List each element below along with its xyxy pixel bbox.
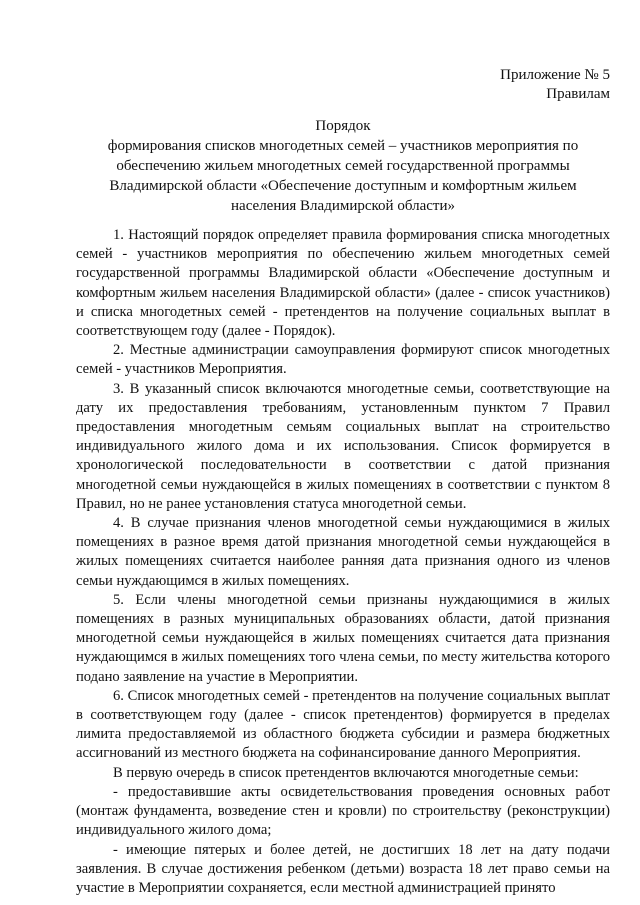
title-heading: Порядок xyxy=(315,118,371,134)
title-line: формирования списков многодетных семей – участников мероприятия по xyxy=(107,138,579,154)
title-line: обеспечению жильем многодетных семей государственной программы xyxy=(116,158,570,174)
paragraph-1: 1. Настоящий порядок определяет правила формирования списка многодетных семей - участников мероприятия по обеспечению жильем многодетных семей государственной программы Владимирской области «Обеспечение доступным и комфортным жильем населения Владимирской области» (далее - список участников) и списка многодетных семей - претендентов на получение социальных выплат в соответствующем году (далее - Порядок). xyxy=(76,227,610,340)
appendix-reference: Правилам xyxy=(546,86,610,102)
appendix-number: Приложение № 5 xyxy=(500,67,610,83)
paragraph-4: 4. В случае признания членов многодетной семьи нуждающимися в жилых помещениях в разное время датой признания многодетной семьи нуждающейся в жилых помещениях считается наиболее ранняя дата признания одного из членов семьи нуждающимся в жилых помещениях. xyxy=(76,515,610,589)
appendix-label xyxy=(500,66,610,104)
list-item: - имеющие пятерых и более детей, не достигших 18 лет на дату подачи заявления. В случае достижения ребенком (детьми) возраста 18 лет право семьи на участие в Мероприятии сохраняется, если местной администрацией принято xyxy=(76,841,610,896)
paragraph-2: 2. Местные администрации самоуправления формируют список многодетных семей - участников Мероприятия. xyxy=(76,342,610,378)
paragraph-priority: В первую очередь в список претендентов включаются многодетные семьи: xyxy=(113,764,579,781)
title-line: населения Владимирской области» xyxy=(231,198,455,214)
document-body xyxy=(76,226,610,898)
title-line: Владимирской области «Обеспечение доступным и комфортным жильем xyxy=(109,178,577,194)
paragraph-6: 6. Список многодетных семей - претендентов на получение социальных выплат в соответствующем году (далее - список претендентов) формируется в пределах лимита предоставляемой из областного бюджета субсидии и размера бюджетных ассигнований из местного бюджета на софинансирование данного Мероприятия. xyxy=(76,687,610,762)
list-item: - предоставившие акты освидетельствования проведения основных работ (монтаж фундамента, возведение стен и кровли) по строительству (реконструкции) индивидуального жилого дома; xyxy=(76,783,610,839)
paragraph-3: 3. В указанный список включаются многодетные семьи, соответствующие на дату их предоставления требованиям, установленным пунктом 7 Правил предоставления многодетным семьям социальных выплат на строительство индивидуального жилого дома и их использования. Список формируется в хронологической последовательности в соответствии с датой признания многодетной семьи нуждающейся в жилых помещениях в соответствии с пунктом 8 Правил, но не ранее установления статуса многодетной семьи. xyxy=(76,380,610,512)
paragraph-5: 5. Если члены многодетной семьи признаны нуждающимися в жилых помещениях в разных муниципальных образованиях области, датой признания многодетной семьи нуждающейся в жилых помещениях считается дата признания нуждающимся в жилых помещениях того члена семьи, по месту жительства которого подано заявление на участие в Мероприятии. xyxy=(76,591,610,685)
document-title xyxy=(76,116,610,216)
